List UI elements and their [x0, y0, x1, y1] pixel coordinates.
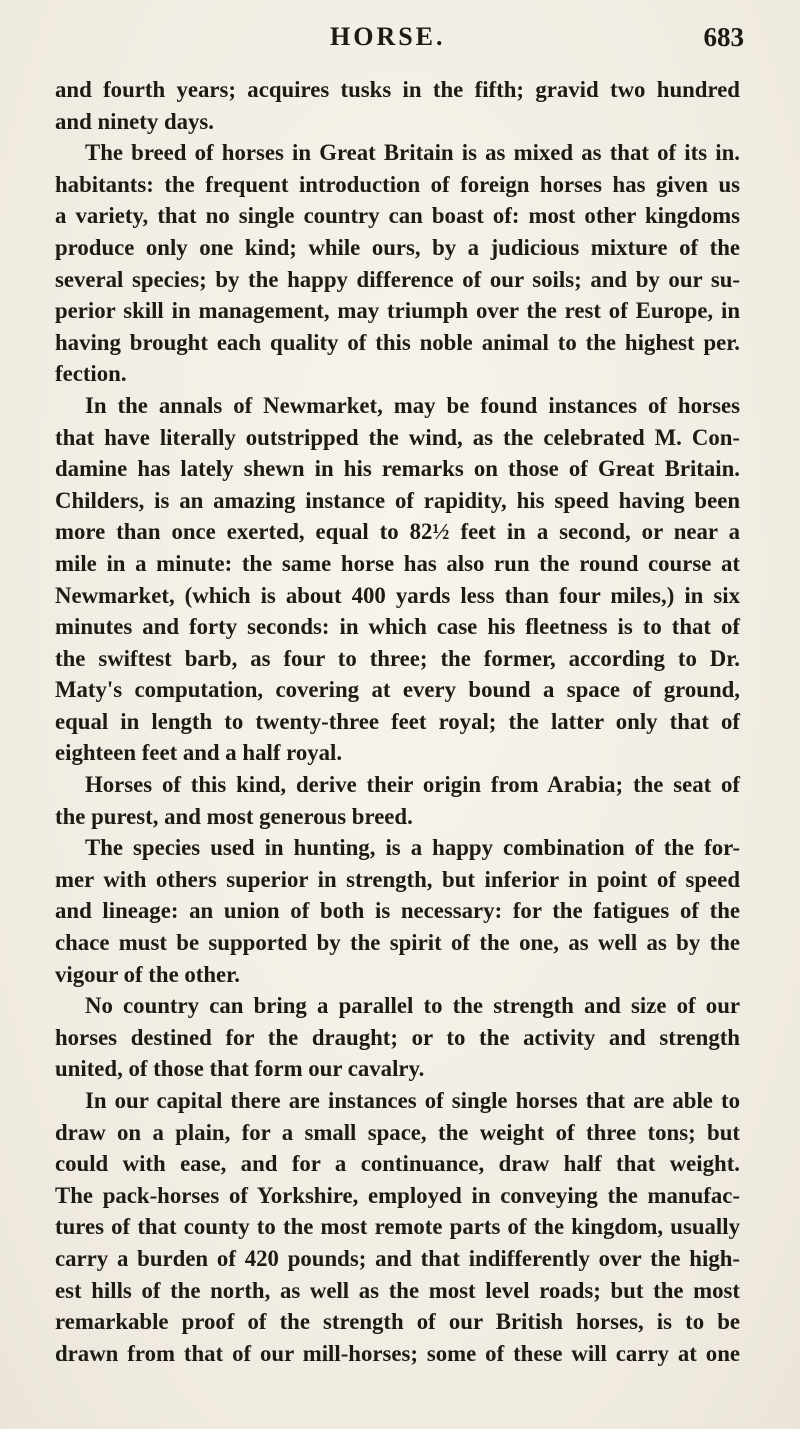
text-line: that have literally outstripped the wind, as the celebrated M. Con-	[55, 424, 740, 450]
text-line: The pack-horses of Yorkshire, employed in conveying the manufac-	[55, 1182, 740, 1208]
text-line: draw on a plain, for a small space, the weight of three tons; but	[55, 1119, 740, 1145]
text-line: mile in a minute: the same horse has also run the round course at	[55, 550, 740, 576]
text-line: united, of those that form our cavalry.	[55, 1056, 425, 1082]
text-line: Newmarket, (which is about 400 yards less than four miles,) in six	[55, 582, 740, 608]
body-text	[55, 74, 740, 1369]
text-line: remarkable proof of the strength of our British horses, is to be	[55, 1309, 740, 1335]
text-line: fection.	[55, 361, 127, 387]
text-line: more than once exerted, equal to 82½ feet in a second, or near a	[55, 519, 740, 545]
running-title: HORSE.	[330, 22, 446, 51]
text-line: perior skill in management, may triumph over the rest of Europe, in	[55, 298, 740, 324]
text-line: No country can bring a parallel to the strength and size of our	[85, 993, 740, 1019]
text-line: drawn from that of our mill-horses; some of these will carry at one	[55, 1340, 740, 1366]
text-line: equal in length to twenty-three feet royal; the latter only that of	[55, 708, 740, 734]
text-line: vigour of the other.	[55, 961, 240, 987]
text-line: and lineage: an union of both is necessary: for the fatigues of the	[55, 898, 740, 924]
text-line: could with ease, and for a continuance, draw half that weight.	[55, 1151, 740, 1177]
text-line: and ninety days.	[55, 108, 214, 134]
text-line: Maty's computation, covering at every bound a space of ground,	[55, 677, 740, 703]
text-line: In the annals of Newmarket, may be found instances of horses	[85, 392, 740, 418]
text-line: est hills of the north, as well as the most level roads; but the most	[55, 1277, 740, 1303]
text-line: Horses of this kind, derive their origin from Arabia; the seat of	[85, 772, 740, 798]
text-line: In our capital there are instances of single horses that are able to	[85, 1088, 740, 1113]
text-line: eighteen feet and a half royal.	[55, 740, 343, 766]
text-line: several species; by the happy difference of our soils; and by our su-	[55, 266, 740, 292]
text-line: tures of that county to the most remote parts of the kingdom, usually	[55, 1214, 740, 1240]
page-number: 683	[703, 22, 744, 52]
text-line: minutes and forty seconds: in which case his fleetness is to that of	[55, 614, 740, 640]
text-line: the swiftest barb, as four to three; the former, according to Dr.	[55, 645, 740, 671]
text-line: Childers, is an amazing instance of rapidity, his speed having been	[55, 487, 740, 513]
text-line: the purest, and most generous breed.	[55, 803, 413, 829]
text-line: mer with others superior in strength, but inferior in point of speed	[55, 866, 740, 892]
text-line: The species used in hunting, is a happy combination of the for-	[85, 835, 740, 861]
running-head	[0, 22, 800, 62]
text-line: chace must be supported by the spirit of the one, as well as by the	[55, 930, 740, 956]
text-line: horses destined for the draught; or to the activity and strength	[55, 1024, 740, 1050]
text-line: The breed of horses in Great Britain is as mixed as that of its in.	[85, 140, 740, 166]
text-line: a variety, that no single country can boast of: most other kingdoms	[55, 203, 740, 229]
text-line: produce only one kind; while ours, by a judicious mixture of the	[55, 234, 740, 260]
text-line: carry a burden of 420 pounds; and that indifferently over the high-	[55, 1245, 740, 1271]
text-line: damine has lately shewn in his remarks on those of Great Britain.	[55, 456, 740, 482]
text-line: and fourth years; acquires tusks in the fifth; gravid two hundred	[55, 77, 740, 102]
text-line: habitants: the frequent introduction of foreign horses has given us	[55, 171, 740, 197]
text-line: having brought each quality of this noble animal to the highest per.	[55, 329, 740, 355]
